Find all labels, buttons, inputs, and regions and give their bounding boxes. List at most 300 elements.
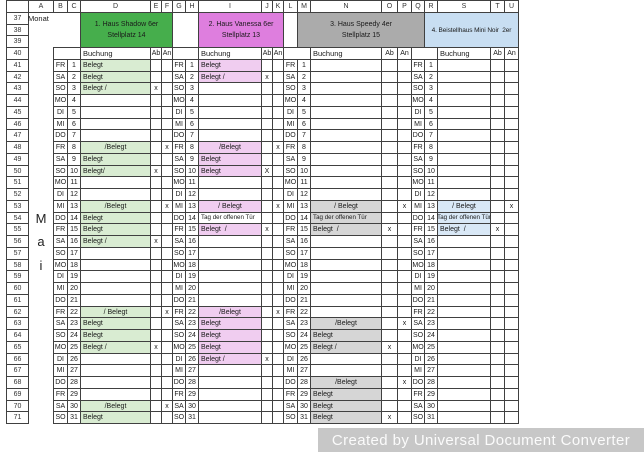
ab-header: Ab bbox=[261, 47, 273, 60]
row-number-53: 53 bbox=[6, 200, 29, 213]
day-name-cell: MI bbox=[53, 282, 68, 295]
row-number-46: 46 bbox=[6, 118, 29, 130]
day-name-cell: MI bbox=[172, 364, 186, 377]
day-name-cell: MI bbox=[283, 282, 298, 295]
day-number-cell: 19 bbox=[185, 270, 199, 283]
col-letter-U: U bbox=[504, 0, 519, 13]
day-number-cell: 4 bbox=[67, 94, 81, 107]
day-number-cell: 21 bbox=[424, 294, 438, 307]
col-letter-L: L bbox=[283, 0, 298, 13]
row-number-49: 49 bbox=[6, 153, 29, 166]
day-name-cell: FR bbox=[411, 59, 425, 72]
day-number-cell: 28 bbox=[185, 376, 199, 389]
month-vertical-letter: i bbox=[39, 257, 43, 273]
day-name-cell: DO bbox=[411, 212, 425, 224]
row-number-48: 48 bbox=[6, 141, 29, 154]
day-name-cell: SA bbox=[411, 317, 425, 330]
day-name-cell: SO bbox=[172, 329, 186, 342]
house-1-header: 1. Haus Shadow 6er Stellplatz 14 bbox=[80, 12, 173, 48]
day-number-cell: 27 bbox=[185, 364, 199, 377]
an-cell bbox=[504, 411, 519, 424]
day-number-cell: 14 bbox=[297, 212, 311, 224]
day-number-cell: 23 bbox=[297, 317, 311, 330]
booking-cell: Tag der offenen Tür bbox=[310, 212, 382, 224]
buchung-header: Buchung bbox=[80, 47, 151, 60]
booking-cell: Belegt bbox=[80, 223, 151, 236]
booking-cell bbox=[198, 411, 262, 424]
an-cell: x bbox=[272, 141, 284, 154]
booking-cell: /Belegt bbox=[198, 141, 262, 154]
day-number-cell: 15 bbox=[67, 223, 81, 236]
booking-cell: /Belegt bbox=[310, 317, 382, 330]
day-number-cell: 29 bbox=[67, 388, 81, 401]
ab-cell: x bbox=[490, 223, 505, 236]
day-name-cell: FR bbox=[53, 388, 68, 401]
day-name-cell: DO bbox=[411, 294, 425, 307]
day-name-cell: SO bbox=[411, 82, 425, 95]
day-number-cell: 15 bbox=[297, 223, 311, 236]
day-name-cell: FR bbox=[172, 59, 186, 72]
day-number-cell: 26 bbox=[424, 353, 438, 365]
row-number-60: 60 bbox=[6, 282, 29, 295]
col-letter-A: A bbox=[28, 0, 54, 13]
day-number-cell: 14 bbox=[67, 212, 81, 224]
day-name-cell: MI bbox=[53, 118, 68, 130]
day-number-cell: 19 bbox=[67, 270, 81, 283]
day-name-cell: SA bbox=[172, 71, 186, 83]
day-name-cell: DO bbox=[172, 129, 186, 142]
day-name-cell: DI bbox=[411, 188, 425, 201]
booking-cell: /Belegt bbox=[198, 306, 262, 318]
buchung-header: Buchung bbox=[198, 47, 262, 60]
day-name-cell: DI bbox=[53, 188, 68, 201]
booking-cell: Belegt bbox=[198, 329, 262, 342]
house-4-header: 4. Beistellhaus Mini Noir 2er bbox=[424, 12, 519, 48]
day-name-cell: FR bbox=[53, 141, 68, 154]
day-number-cell: 13 bbox=[297, 200, 311, 213]
booking-cell: Belegt bbox=[80, 411, 151, 424]
booking-cell: Belegt bbox=[310, 411, 382, 424]
an-header: An bbox=[504, 47, 519, 60]
day-number-cell: 10 bbox=[297, 165, 311, 177]
ab-cell: x bbox=[150, 82, 162, 95]
day-number-cell: 4 bbox=[424, 94, 438, 107]
day-name-cell: DI bbox=[411, 270, 425, 283]
day-number-cell: 26 bbox=[297, 353, 311, 365]
day-number-cell: 31 bbox=[297, 411, 311, 424]
day-name-cell: FR bbox=[172, 141, 186, 154]
day-name-cell: DI bbox=[283, 106, 298, 119]
row-number-47: 47 bbox=[6, 129, 29, 142]
col-letter-M: M bbox=[297, 0, 311, 13]
booking-cell: Belegt bbox=[80, 153, 151, 166]
col-letter-J: J bbox=[261, 0, 273, 13]
day-name-cell: MO bbox=[53, 176, 68, 189]
ab-cell: X bbox=[261, 165, 273, 177]
day-name-cell: FR bbox=[53, 306, 68, 318]
day-name-cell: DI bbox=[172, 188, 186, 201]
day-name-cell: FR bbox=[172, 223, 186, 236]
day-name-cell: DO bbox=[283, 376, 298, 389]
row-number-62: 62 bbox=[6, 306, 29, 318]
day-number-cell: 16 bbox=[297, 235, 311, 248]
day-name-cell: FR bbox=[283, 388, 298, 401]
day-number-cell: 12 bbox=[67, 188, 81, 201]
day-name-cell: DI bbox=[172, 106, 186, 119]
col-letter-N: N bbox=[310, 0, 382, 13]
day-name-cell: DO bbox=[53, 129, 68, 142]
day-name-cell: MO bbox=[172, 176, 186, 189]
day-number-cell: 9 bbox=[67, 153, 81, 166]
col-letter-P: P bbox=[397, 0, 412, 13]
col-letter-G: G bbox=[172, 0, 186, 13]
day-name-cell: MI bbox=[411, 282, 425, 295]
day-name-cell: SO bbox=[53, 82, 68, 95]
booking-cell: / Belegt bbox=[310, 200, 382, 213]
day-name-cell: SA bbox=[411, 153, 425, 166]
day-name-cell: DI bbox=[53, 353, 68, 365]
day-name-cell: SA bbox=[283, 71, 298, 83]
day-number-cell: 24 bbox=[185, 329, 199, 342]
day-number-cell: 21 bbox=[297, 294, 311, 307]
booking-cell: Belegt bbox=[80, 71, 151, 83]
day-number-cell: 26 bbox=[67, 353, 81, 365]
booking-cell: Belegt bbox=[310, 329, 382, 342]
day-name-cell: SA bbox=[283, 153, 298, 166]
ab-cell: x bbox=[261, 223, 273, 236]
day-number-cell: 22 bbox=[424, 306, 438, 318]
day-number-cell: 8 bbox=[67, 141, 81, 154]
day-number-cell: 3 bbox=[185, 82, 199, 95]
ab-header: Ab bbox=[381, 47, 398, 60]
day-number-cell: 31 bbox=[67, 411, 81, 424]
col-letter-O: O bbox=[381, 0, 398, 13]
day-number-cell: 18 bbox=[67, 259, 81, 271]
day-name-cell: DO bbox=[172, 212, 186, 224]
row-number-58: 58 bbox=[6, 259, 29, 271]
booking-cell: / Belegt bbox=[437, 200, 491, 213]
day-name-cell: SO bbox=[53, 411, 68, 424]
row-number-54: 54 bbox=[6, 212, 29, 224]
booking-cell: Belegt bbox=[80, 212, 151, 224]
row-number-40: 40 bbox=[6, 47, 29, 60]
day-name-cell: SA bbox=[411, 235, 425, 248]
day-name-cell: SA bbox=[53, 400, 68, 412]
day-name-cell: SO bbox=[411, 247, 425, 260]
day-number-cell: 5 bbox=[297, 106, 311, 119]
day-name-cell: DO bbox=[53, 294, 68, 307]
day-name-cell: MO bbox=[172, 94, 186, 107]
day-number-cell: 1 bbox=[424, 59, 438, 72]
day-number-cell: 4 bbox=[185, 94, 199, 107]
row-number-52: 52 bbox=[6, 188, 29, 201]
day-number-cell: 1 bbox=[297, 59, 311, 72]
day-number-cell: 11 bbox=[424, 176, 438, 189]
day-number-cell: 19 bbox=[297, 270, 311, 283]
day-number-cell: 1 bbox=[185, 59, 199, 72]
day-name-cell: MI bbox=[283, 118, 298, 130]
day-number-cell: 22 bbox=[67, 306, 81, 318]
day-number-cell: 14 bbox=[424, 212, 438, 224]
day-number-cell: 28 bbox=[297, 376, 311, 389]
day-name-cell: MO bbox=[172, 259, 186, 271]
day-name-cell: DI bbox=[283, 353, 298, 365]
day-name-cell: SO bbox=[283, 329, 298, 342]
day-number-cell: 13 bbox=[424, 200, 438, 213]
day-number-cell: 27 bbox=[424, 364, 438, 377]
booking-cell: /Belegt bbox=[80, 200, 151, 213]
day-number-cell: 12 bbox=[297, 188, 311, 201]
day-name-cell: SO bbox=[411, 165, 425, 177]
day-number-cell: 21 bbox=[185, 294, 199, 307]
month-vertical-letter: M bbox=[35, 210, 47, 226]
day-name-cell: FR bbox=[53, 223, 68, 236]
day-number-cell: 2 bbox=[424, 71, 438, 83]
ab-header: Ab bbox=[150, 47, 162, 60]
row-number-63: 63 bbox=[6, 317, 29, 330]
day-number-cell: 2 bbox=[185, 71, 199, 83]
col-letter-I: I bbox=[198, 0, 262, 13]
day-number-cell: 25 bbox=[424, 341, 438, 354]
col-letter-H: H bbox=[185, 0, 199, 13]
an-cell: x bbox=[272, 306, 284, 318]
day-name-cell: SO bbox=[283, 411, 298, 424]
day-number-cell: 2 bbox=[297, 71, 311, 83]
day-number-cell: 20 bbox=[297, 282, 311, 295]
day-number-cell: 7 bbox=[297, 129, 311, 142]
day-number-cell: 17 bbox=[67, 247, 81, 260]
day-name-cell: SA bbox=[53, 71, 68, 83]
day-number-cell: 6 bbox=[424, 118, 438, 130]
row-number-65: 65 bbox=[6, 341, 29, 354]
row-number-38: 38 bbox=[6, 24, 29, 36]
day-number-cell: 24 bbox=[297, 329, 311, 342]
day-name-cell: MI bbox=[53, 200, 68, 213]
day-number-cell: 18 bbox=[424, 259, 438, 271]
booking-cell: /Belegt bbox=[80, 400, 151, 412]
an-cell: x bbox=[397, 317, 412, 330]
day-number-cell: 27 bbox=[297, 364, 311, 377]
booking-cell: / Belegt bbox=[80, 306, 151, 318]
row-number-50: 50 bbox=[6, 165, 29, 177]
day-name-cell: FR bbox=[411, 141, 425, 154]
day-name-cell: SO bbox=[411, 411, 425, 424]
col-letter-Q: Q bbox=[411, 0, 425, 13]
day-number-cell: 28 bbox=[424, 376, 438, 389]
row-number-61: 61 bbox=[6, 294, 29, 307]
day-name-cell: SO bbox=[53, 165, 68, 177]
day-number-cell: 25 bbox=[67, 341, 81, 354]
day-number-cell: 5 bbox=[67, 106, 81, 119]
booking-cell: Belegt/ bbox=[80, 165, 151, 177]
row-number-39: 39 bbox=[6, 35, 29, 48]
day-name-cell: DI bbox=[172, 270, 186, 283]
day-number-cell: 9 bbox=[297, 153, 311, 166]
booking-cell bbox=[437, 411, 491, 424]
row-number-70: 70 bbox=[6, 400, 29, 412]
day-number-cell: 9 bbox=[185, 153, 199, 166]
day-name-cell: SA bbox=[283, 317, 298, 330]
watermark: Created by Universal Document Converter bbox=[318, 428, 644, 452]
booking-cell: /Belegt bbox=[310, 376, 382, 389]
day-name-cell: SA bbox=[283, 400, 298, 412]
booking-cell: / Belegt bbox=[198, 200, 262, 213]
day-name-cell: FR bbox=[53, 59, 68, 72]
an-cell: x bbox=[161, 141, 173, 154]
day-number-cell: 2 bbox=[67, 71, 81, 83]
day-name-cell: MO bbox=[411, 176, 425, 189]
day-number-cell: 25 bbox=[297, 341, 311, 354]
day-number-cell: 30 bbox=[297, 400, 311, 412]
col-letter-C: C bbox=[67, 0, 81, 13]
day-number-cell: 8 bbox=[424, 141, 438, 154]
day-number-cell: 11 bbox=[67, 176, 81, 189]
an-header: An bbox=[397, 47, 412, 60]
day-name-cell: MI bbox=[53, 364, 68, 377]
day-name-cell: SA bbox=[172, 400, 186, 412]
day-name-cell: SO bbox=[283, 82, 298, 95]
booking-cell: Belegt / bbox=[198, 71, 262, 83]
day-number-cell: 3 bbox=[67, 82, 81, 95]
ab-cell: x bbox=[261, 71, 273, 83]
day-name-cell: MI bbox=[411, 364, 425, 377]
an-cell: x bbox=[397, 200, 412, 213]
booking-cell: Belegt bbox=[198, 165, 262, 177]
day-number-cell: 8 bbox=[185, 141, 199, 154]
month-vertical-letter: a bbox=[37, 234, 45, 249]
day-number-cell: 21 bbox=[67, 294, 81, 307]
day-number-cell: 25 bbox=[185, 341, 199, 354]
day-name-cell: SO bbox=[172, 82, 186, 95]
day-name-cell: MO bbox=[53, 94, 68, 107]
day-number-cell: 16 bbox=[67, 235, 81, 248]
day-name-cell: DO bbox=[283, 129, 298, 142]
day-number-cell: 20 bbox=[185, 282, 199, 295]
day-number-cell: 3 bbox=[424, 82, 438, 95]
booking-cell: Belegt bbox=[310, 388, 382, 401]
day-name-cell: SA bbox=[172, 317, 186, 330]
day-number-cell: 17 bbox=[185, 247, 199, 260]
day-number-cell: 14 bbox=[185, 212, 199, 224]
day-number-cell: 10 bbox=[185, 165, 199, 177]
day-name-cell: SA bbox=[283, 235, 298, 248]
day-number-cell: 10 bbox=[424, 165, 438, 177]
day-name-cell: MI bbox=[283, 364, 298, 377]
day-name-cell: SA bbox=[53, 235, 68, 248]
day-name-cell: MO bbox=[411, 341, 425, 354]
day-name-cell: MI bbox=[411, 118, 425, 130]
col-letter-F: F bbox=[161, 0, 173, 13]
day-name-cell: SO bbox=[172, 411, 186, 424]
booking-cell: Belegt / bbox=[80, 341, 151, 354]
day-number-cell: 6 bbox=[185, 118, 199, 130]
day-name-cell: DO bbox=[283, 212, 298, 224]
booking-cell: Belegt bbox=[310, 400, 382, 412]
day-name-cell: DO bbox=[411, 129, 425, 142]
day-number-cell: 16 bbox=[185, 235, 199, 248]
ab-cell: x bbox=[381, 411, 398, 424]
day-name-cell: DI bbox=[411, 353, 425, 365]
an-cell: x bbox=[397, 376, 412, 389]
col-letter-D: D bbox=[80, 0, 151, 13]
row-number-44: 44 bbox=[6, 94, 29, 107]
day-name-cell: MO bbox=[411, 94, 425, 107]
an-cell: x bbox=[161, 306, 173, 318]
day-number-cell: 12 bbox=[424, 188, 438, 201]
ab-cell: x bbox=[381, 341, 398, 354]
day-number-cell: 7 bbox=[67, 129, 81, 142]
booking-cell: Belegt / bbox=[80, 235, 151, 248]
row-number-69: 69 bbox=[6, 388, 29, 401]
day-name-cell: SO bbox=[283, 247, 298, 260]
day-name-cell: SO bbox=[172, 247, 186, 260]
booking-cell: Belegt / bbox=[198, 353, 262, 365]
booking-cell: Belegt bbox=[198, 153, 262, 166]
day-number-cell: 17 bbox=[297, 247, 311, 260]
row-number-43: 43 bbox=[6, 82, 29, 95]
day-name-cell: MI bbox=[411, 200, 425, 213]
row-number-55: 55 bbox=[6, 223, 29, 236]
day-number-cell: 23 bbox=[67, 317, 81, 330]
day-name-cell: SA bbox=[53, 153, 68, 166]
day-number-cell: 30 bbox=[424, 400, 438, 412]
day-name-cell: SA bbox=[411, 71, 425, 83]
day-name-cell: FR bbox=[283, 306, 298, 318]
day-number-cell: 5 bbox=[424, 106, 438, 119]
day-name-cell: DI bbox=[53, 106, 68, 119]
day-number-cell: 29 bbox=[185, 388, 199, 401]
day-number-cell: 6 bbox=[67, 118, 81, 130]
day-number-cell: 31 bbox=[185, 411, 199, 424]
day-name-cell: DO bbox=[411, 376, 425, 389]
day-name-cell: DO bbox=[172, 376, 186, 389]
day-number-cell: 12 bbox=[185, 188, 199, 201]
ab-header: Ab bbox=[490, 47, 505, 60]
day-name-cell: DI bbox=[53, 270, 68, 283]
day-name-cell: DO bbox=[53, 376, 68, 389]
day-name-cell: SA bbox=[172, 153, 186, 166]
an-cell: x bbox=[161, 200, 173, 213]
col-letter-T: T bbox=[490, 0, 505, 13]
day-number-cell: 31 bbox=[424, 411, 438, 424]
day-name-cell: FR bbox=[411, 223, 425, 236]
day-number-cell: 15 bbox=[424, 223, 438, 236]
day-number-cell: 5 bbox=[185, 106, 199, 119]
row-number-41: 41 bbox=[6, 59, 29, 72]
day-name-cell: DI bbox=[283, 270, 298, 283]
ab-cell: x bbox=[150, 235, 162, 248]
row-number-59: 59 bbox=[6, 270, 29, 283]
day-name-cell: MO bbox=[283, 94, 298, 107]
day-name-cell: SO bbox=[172, 165, 186, 177]
booking-cell: Belegt bbox=[80, 317, 151, 330]
col-letter-R: R bbox=[424, 0, 438, 13]
day-number-cell: 1 bbox=[67, 59, 81, 72]
month-label: Monat bbox=[28, 13, 49, 23]
day-name-cell: MO bbox=[283, 341, 298, 354]
booking-cell: Tag der offenen Tür bbox=[437, 212, 491, 224]
day-name-cell: MI bbox=[283, 200, 298, 213]
day-name-cell: FR bbox=[172, 306, 186, 318]
booking-cell: Belegt bbox=[198, 341, 262, 354]
day-number-cell: 28 bbox=[67, 376, 81, 389]
booking-cell: Belegt bbox=[198, 317, 262, 330]
day-number-cell: 23 bbox=[185, 317, 199, 330]
day-name-cell: DI bbox=[172, 353, 186, 365]
day-number-cell: 22 bbox=[297, 306, 311, 318]
day-name-cell: MO bbox=[283, 259, 298, 271]
day-number-cell: 8 bbox=[297, 141, 311, 154]
